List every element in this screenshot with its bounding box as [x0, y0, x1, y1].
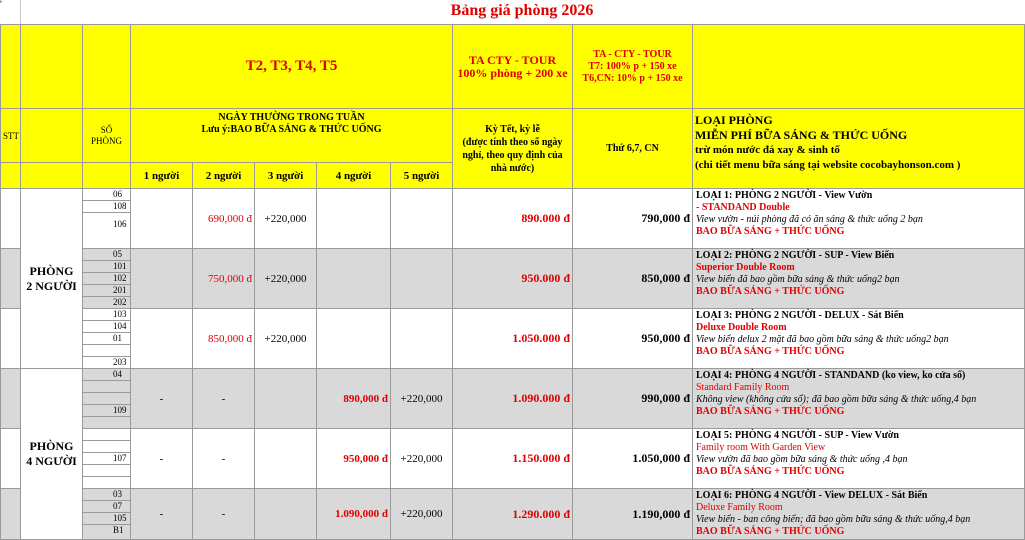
- room-info-line3: trừ món nước đá xay & sinh tố: [695, 144, 840, 156]
- weekend-price[interactable]: 790,000 đ: [573, 189, 693, 249]
- stt-cell[interactable]: [1, 429, 21, 489]
- room-numbers[interactable]: [83, 369, 131, 429]
- price-4p[interactable]: [317, 189, 391, 249]
- sheet-corner[interactable]: [0, 0, 21, 25]
- price-5p[interactable]: [391, 189, 453, 249]
- header-blank: [1, 163, 21, 189]
- price-3p[interactable]: [255, 369, 317, 429]
- holiday-line4: nhà nước): [490, 162, 535, 174]
- price-2p[interactable]: 690,000 đ: [193, 189, 255, 249]
- room-numbers[interactable]: [83, 429, 131, 489]
- room-number: [83, 477, 130, 488]
- room-number: 103: [83, 309, 130, 321]
- price-3p[interactable]: +220,000: [255, 309, 317, 369]
- type-title: LOẠI 2: PHÒNG 2 NGƯỜI - SUP - View Biển: [696, 250, 895, 261]
- room-number: 201: [83, 285, 130, 297]
- price-2p[interactable]: 850,000 đ: [193, 309, 255, 369]
- price-2p[interactable]: -: [193, 369, 255, 429]
- group-label-a: PHÒNG: [29, 439, 74, 453]
- type-name: Deluxe Double Room: [696, 322, 787, 333]
- room-number: [83, 345, 130, 357]
- room-number-header-line2: PHÒNG: [90, 135, 122, 146]
- price-3p[interactable]: +220,000: [255, 249, 317, 309]
- group-4-person[interactable]: [21, 369, 83, 540]
- type-included: BAO BỮA SÁNG + THỨC UỐNG: [696, 346, 845, 357]
- type-included: BAO BỮA SÁNG + THỨC UỐNG: [696, 406, 845, 417]
- weekday-title: NGÀY THƯỜNG TRONG TUẦN: [218, 112, 365, 123]
- holiday-price[interactable]: 1.050.000 đ: [453, 309, 573, 369]
- sheet-title: Bảng giá phòng 2026: [450, 2, 594, 19]
- room-number: 03: [83, 489, 130, 501]
- room-number: 109: [83, 405, 130, 417]
- stt-cell[interactable]: [1, 189, 21, 249]
- room-type-3[interactable]: [693, 309, 1025, 369]
- room-type-5[interactable]: [693, 429, 1025, 489]
- type-included: BAO BỮA SÁNG + THỨC UỐNG: [696, 466, 845, 477]
- group-label-b: 4 NGƯỜI: [26, 454, 77, 468]
- type-included: BAO BỮA SÁNG + THỨC UỐNG: [696, 226, 845, 237]
- holiday-price[interactable]: 1.150.000 đ: [453, 429, 573, 489]
- type-name: - STANDAND Double: [696, 202, 790, 213]
- room-number: [83, 381, 130, 393]
- people-2-header: 2 người: [193, 163, 255, 189]
- type-title: LOẠI 1: PHÒNG 2 NGƯỜI - View Vườn: [696, 190, 873, 201]
- price-1p[interactable]: [131, 189, 193, 249]
- room-number: 106: [113, 219, 127, 229]
- price-3p[interactable]: +220,000: [255, 189, 317, 249]
- header-blank: [21, 163, 83, 189]
- weekend-price[interactable]: 990,000 đ: [573, 369, 693, 429]
- price-4p[interactable]: 1.090,000 đ: [317, 489, 391, 540]
- room-number: 01: [83, 333, 130, 345]
- holiday-price[interactable]: 950.000 đ: [453, 249, 573, 309]
- header-blank: [693, 25, 1025, 109]
- type-desc: View biển delux 2 mặt đã bao gồm bữa sáng & thức uống2 bạn: [696, 334, 949, 345]
- weekend-price[interactable]: 1.190,000 đ: [573, 489, 693, 540]
- stt-cell[interactable]: [1, 369, 21, 429]
- header-blank: [1, 25, 21, 109]
- price-5p[interactable]: +220,000: [391, 369, 453, 429]
- price-1p[interactable]: -: [131, 369, 193, 429]
- room-type-6[interactable]: [693, 489, 1025, 540]
- weekday-note-text: Lưu ý:BAO BỮA SÁNG & THỨC UỐNG: [201, 124, 382, 135]
- price-3p[interactable]: [255, 429, 317, 489]
- room-number: [83, 441, 130, 453]
- room-number-header-line1: SỐ: [100, 124, 113, 135]
- price-5p[interactable]: [391, 309, 453, 369]
- header-blank: [83, 163, 131, 189]
- room-number: 202: [113, 297, 127, 307]
- header-blank: [83, 25, 131, 109]
- weekday-header: T2, T3, T4, T5: [131, 25, 453, 109]
- holiday-line3: nghỉ, theo quy định của: [462, 149, 563, 161]
- group-label-b: 2 NGƯỜI: [26, 278, 77, 293]
- holiday-price[interactable]: 1.290.000 đ: [453, 489, 573, 540]
- ta-weekend-header: [573, 25, 693, 109]
- type-name: Family room With Garden View: [696, 442, 826, 453]
- room-numbers[interactable]: [83, 309, 131, 369]
- people-1-header: 1 người: [131, 163, 193, 189]
- room-number: 102: [83, 273, 130, 285]
- price-1p[interactable]: -: [131, 429, 193, 489]
- type-title: LOẠI 5: PHÒNG 4 NGƯỜI - SUP - View Vườn: [696, 430, 899, 441]
- price-3p[interactable]: [255, 489, 317, 540]
- corner-mark: F: [0, 0, 3, 5]
- header-blank: [21, 109, 83, 163]
- room-number: 06: [83, 189, 130, 201]
- weekend-price[interactable]: 850,000 đ: [573, 249, 693, 309]
- ta-weekend-line1: TA - CTY - TOUR: [593, 48, 672, 60]
- room-info-line2: MIỄN PHÍ BỮA SÁNG & THỨC UỐNG: [695, 128, 908, 142]
- price-4p[interactable]: 890,000 đ: [317, 369, 391, 429]
- room-number-header: [83, 109, 131, 163]
- weekend-price[interactable]: 950,000 đ: [573, 309, 693, 369]
- ta-weekend-line3: T6,CN: 10% p + 150 xe: [582, 72, 683, 84]
- room-numbers[interactable]: [83, 249, 131, 309]
- type-title: LOẠI 3: PHÒNG 2 NGƯỜI - DELUX - Sát Biển: [696, 310, 904, 321]
- holiday-price[interactable]: 890.000 đ: [453, 189, 573, 249]
- room-number: 101: [83, 261, 130, 273]
- type-desc: View biển - ban công biển; đã bao gồm bữa sáng & thức uống,4 bạn: [696, 514, 971, 525]
- ta-weekend-line2: T7: 100% p + 150 xe: [588, 60, 677, 72]
- room-number: 108: [83, 201, 130, 213]
- type-title: LOẠI 6: PHÒNG 4 NGƯỜI - View DELUX - Sát Biển: [696, 490, 928, 501]
- title-row: [20, 0, 1024, 25]
- room-numbers[interactable]: [83, 189, 131, 249]
- room-number: 203: [113, 357, 127, 367]
- price-2p[interactable]: -: [193, 429, 255, 489]
- room-info-header: [693, 109, 1025, 189]
- price-5p[interactable]: +220,000: [391, 429, 453, 489]
- room-number: 07: [83, 501, 130, 513]
- type-name: Deluxe Family Room: [696, 502, 783, 513]
- holiday-price[interactable]: 1.090.000 đ: [453, 369, 573, 429]
- room-type-2[interactable]: [693, 249, 1025, 309]
- price-4p[interactable]: [317, 249, 391, 309]
- room-info-line1: LOẠI PHÒNG: [695, 113, 773, 127]
- room-number: 04: [83, 369, 130, 381]
- price-2p[interactable]: 750,000 đ: [193, 249, 255, 309]
- ta-tour-line2: 100% phòng + 200 xe: [457, 65, 568, 80]
- holiday-line2: (được tính theo số ngày: [462, 136, 563, 148]
- room-number: [83, 429, 130, 441]
- people-3-header: 3 người: [255, 163, 317, 189]
- room-number: 105: [83, 513, 130, 525]
- price-4p[interactable]: 950,000 đ: [317, 429, 391, 489]
- type-title: LOẠI 4: PHÒNG 4 NGƯỜI - STANDAND (ko view, ko cửa sổ): [696, 370, 966, 381]
- stt-header: STT: [1, 109, 21, 163]
- type-included: BAO BỮA SÁNG + THỨC UỐNG: [696, 286, 845, 297]
- type-desc: View biển đã bao gồm bữa sáng & thức uống2 bạn: [696, 274, 900, 285]
- type-included: BAO BỮA SÁNG + THỨC UỐNG: [696, 526, 845, 537]
- price-table: [0, 24, 1025, 540]
- room-number: [83, 465, 130, 477]
- type-desc: View vườn - núi phòng đã có ăn sáng & thức uống 2 bạn: [696, 214, 923, 225]
- holiday-line1: Kỳ Tết, kỳ lễ: [485, 123, 540, 135]
- weekday-note: [131, 109, 453, 163]
- stt-cell[interactable]: [1, 309, 21, 369]
- type-desc: Không view (không cửa sổ); đã bao gồm bữa sáng & thức uống,4 bạn: [696, 394, 977, 405]
- room-number: 107: [83, 453, 130, 465]
- price-5p[interactable]: [391, 249, 453, 309]
- stt-cell[interactable]: [1, 249, 21, 309]
- room-numbers[interactable]: [83, 489, 131, 540]
- holiday-header: [453, 109, 573, 189]
- type-desc: View vườn đã bao gồm bữa sáng & thức uống ,4 bạn: [696, 454, 908, 465]
- people-4-header: 4 người: [317, 163, 391, 189]
- type-name: Standard Family Room: [696, 382, 790, 393]
- price-1p[interactable]: [131, 309, 193, 369]
- price-2p[interactable]: -: [193, 489, 255, 540]
- price-1p[interactable]: -: [131, 489, 193, 540]
- weekend-price[interactable]: 1.050,000 đ: [573, 429, 693, 489]
- room-type-4[interactable]: [693, 369, 1025, 429]
- ta-tour-header: [453, 25, 573, 109]
- room-number: 05: [83, 249, 130, 261]
- price-5p[interactable]: +220,000: [391, 489, 453, 540]
- weekend-header: Thứ 6,7, CN: [573, 109, 693, 189]
- room-number: [83, 417, 130, 428]
- room-type-1[interactable]: [693, 189, 1025, 249]
- people-5-header: 5 người: [391, 163, 453, 189]
- price-4p[interactable]: [317, 309, 391, 369]
- header-blank: [21, 25, 83, 109]
- room-info-line4: (chi tiết menu bữa sáng tại website cocobayhonson.com ): [695, 159, 961, 171]
- ta-tour-line1: TA CTY - TOUR: [468, 52, 557, 67]
- stt-cell[interactable]: [1, 489, 21, 540]
- group-label-a: PHÒNG: [29, 263, 74, 278]
- room-number: B1: [113, 525, 124, 535]
- room-number: [83, 393, 130, 405]
- room-number: 104: [83, 321, 130, 333]
- group-2-person[interactable]: [21, 189, 83, 369]
- type-name: Superior Double Room: [696, 262, 795, 273]
- price-1p[interactable]: [131, 249, 193, 309]
